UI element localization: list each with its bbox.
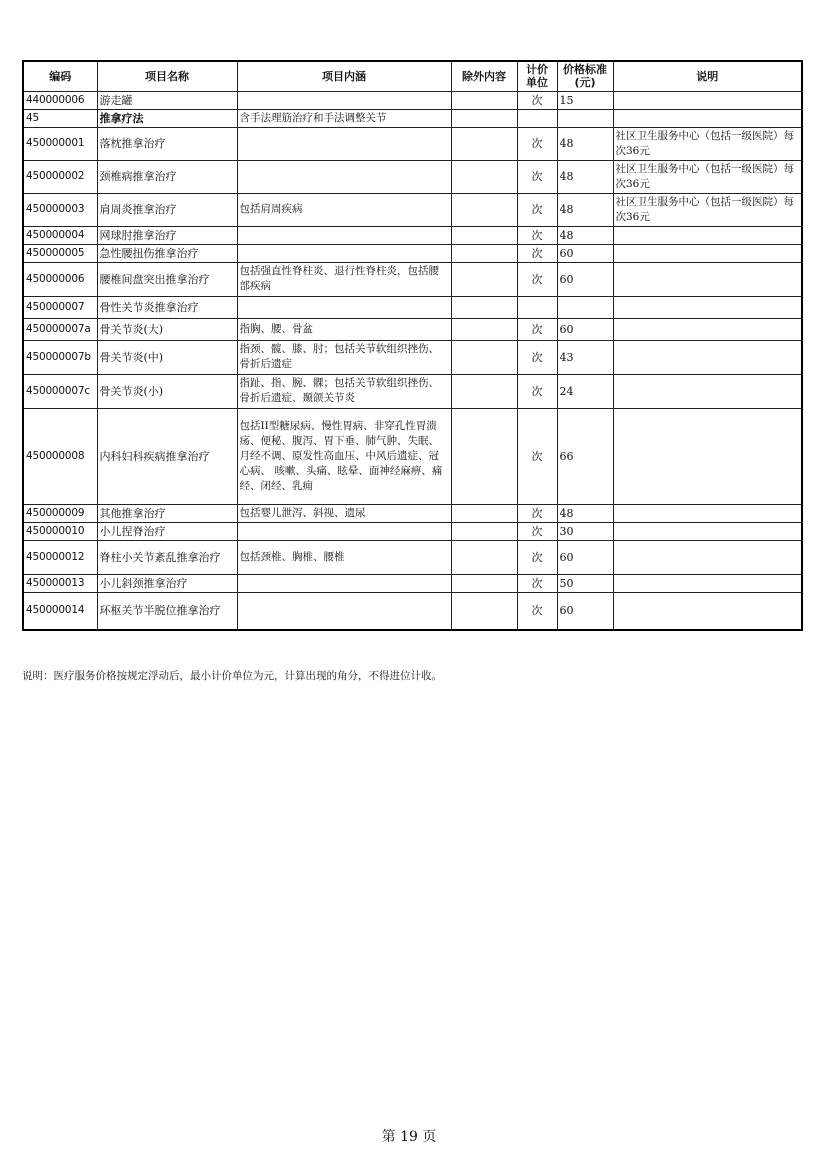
table-row: [23, 340, 802, 374]
cell-code: 440000006: [23, 91, 97, 109]
cell-content: 指趾、指、腕、髁；包括关节软组织挫伤、骨折后遗症、颞颌关节炎: [237, 374, 451, 408]
cell-excluded: [451, 91, 517, 109]
header-code: 编码: [23, 61, 97, 91]
cell-note: [613, 340, 802, 374]
cell-name: 腰椎间盘突出推拿治疗: [97, 262, 237, 296]
cell-content: [237, 226, 451, 244]
cell-code: 450000002: [23, 160, 97, 193]
cell-note: [613, 244, 802, 262]
cell-note: [613, 226, 802, 244]
cell-note: [613, 522, 802, 540]
cell-content: [237, 296, 451, 318]
cell-content: [237, 160, 451, 193]
cell-excluded: [451, 193, 517, 226]
cell-code: 450000010: [23, 522, 97, 540]
table-row: [23, 408, 802, 504]
cell-code: 450000001: [23, 127, 97, 160]
cell-name: 其他推拿治疗: [97, 504, 237, 522]
cell-code: 45: [23, 109, 97, 127]
cell-code: 450000007: [23, 296, 97, 318]
cell-price: 24: [557, 374, 613, 408]
cell-code: 450000007b: [23, 340, 97, 374]
cell-code: 450000003: [23, 193, 97, 226]
cell-note: 社区卫生服务中心（包括一级医院）每次36元: [613, 127, 802, 160]
cell-unit: 次: [517, 160, 557, 193]
cell-price: 48: [557, 160, 613, 193]
cell-content: [237, 244, 451, 262]
cell-content: [237, 127, 451, 160]
cell-excluded: [451, 244, 517, 262]
cell-note: [613, 592, 802, 630]
cell-unit: 次: [517, 522, 557, 540]
cell-unit: 次: [517, 193, 557, 226]
cell-content: [237, 592, 451, 630]
cell-excluded: [451, 127, 517, 160]
cell-unit: 次: [517, 244, 557, 262]
cell-content: 指胸、腰、骨盆: [237, 318, 451, 340]
cell-unit: 次: [517, 374, 557, 408]
cell-note: [613, 540, 802, 574]
cell-excluded: [451, 340, 517, 374]
cell-excluded: [451, 522, 517, 540]
cell-price: 48: [557, 226, 613, 244]
cell-price: 50: [557, 574, 613, 592]
cell-name: 骨关节炎(中): [97, 340, 237, 374]
cell-excluded: [451, 540, 517, 574]
table-row: [23, 226, 802, 244]
table-row: [23, 91, 802, 109]
cell-price: 43: [557, 340, 613, 374]
table-row: [23, 574, 802, 592]
cell-excluded: [451, 109, 517, 127]
cell-name: 落枕推拿治疗: [97, 127, 237, 160]
header-excluded: 除外内容: [451, 61, 517, 91]
table-body: [23, 91, 802, 630]
header-price: 价格标准 (元): [557, 61, 613, 91]
cell-unit: [517, 109, 557, 127]
cell-excluded: [451, 262, 517, 296]
table-row: [23, 540, 802, 574]
cell-unit: 次: [517, 540, 557, 574]
cell-content: 包括肩周疾病: [237, 193, 451, 226]
cell-unit: 次: [517, 574, 557, 592]
cell-name: 推拿疗法: [97, 109, 237, 127]
cell-name: 小儿捏脊治疗: [97, 522, 237, 540]
cell-excluded: [451, 226, 517, 244]
cell-note: [613, 296, 802, 318]
cell-excluded: [451, 160, 517, 193]
table-row: [23, 504, 802, 522]
cell-code: 450000014: [23, 592, 97, 630]
cell-code: 450000008: [23, 408, 97, 504]
table-row: [23, 374, 802, 408]
cell-excluded: [451, 504, 517, 522]
cell-code: 450000013: [23, 574, 97, 592]
cell-name: 网球肘推拿治疗: [97, 226, 237, 244]
cell-price: 48: [557, 127, 613, 160]
cell-unit: 次: [517, 127, 557, 160]
cell-name: 脊柱小关节紊乱推拿治疗: [97, 540, 237, 574]
cell-name: 内科妇科疾病推拿治疗: [97, 408, 237, 504]
cell-content: 包括强直性脊柱炎、退行性脊柱炎，包括腰部疾病: [237, 262, 451, 296]
table-header-row: [23, 61, 802, 91]
cell-unit: 次: [517, 226, 557, 244]
cell-code: 450000009: [23, 504, 97, 522]
cell-unit: 次: [517, 592, 557, 630]
cell-name: 游走罐: [97, 91, 237, 109]
cell-code: 450000005: [23, 244, 97, 262]
cell-content: 包括婴儿泄泻、斜视、遗尿: [237, 504, 451, 522]
cell-price: [557, 109, 613, 127]
cell-excluded: [451, 574, 517, 592]
cell-note: [613, 91, 802, 109]
cell-price: [557, 296, 613, 318]
cell-price: 60: [557, 540, 613, 574]
header-content: 项目内涵: [237, 61, 451, 91]
cell-excluded: [451, 374, 517, 408]
cell-note: [613, 504, 802, 522]
footnote: 说明：医疗服务价格按规定浮动后，最小计价单位为元，计算出现的角分，不得进位计收。: [22, 670, 442, 682]
table-row: [23, 127, 802, 160]
cell-note: [613, 109, 802, 127]
table-row: [23, 193, 802, 226]
cell-name: 骨关节炎(大): [97, 318, 237, 340]
cell-excluded: [451, 296, 517, 318]
price-table: [22, 60, 803, 631]
cell-unit: 次: [517, 340, 557, 374]
cell-price: 15: [557, 91, 613, 109]
table-row: [23, 109, 802, 127]
cell-content: [237, 574, 451, 592]
table-row: [23, 522, 802, 540]
cell-price: 60: [557, 592, 613, 630]
cell-excluded: [451, 318, 517, 340]
cell-name: 骨关节炎(小): [97, 374, 237, 408]
cell-note: [613, 574, 802, 592]
cell-price: 60: [557, 244, 613, 262]
table-row: [23, 296, 802, 318]
cell-note: 社区卫生服务中心（包括一级医院）每次36元: [613, 193, 802, 226]
cell-name: 肩周炎推拿治疗: [97, 193, 237, 226]
cell-code: 450000007a: [23, 318, 97, 340]
cell-price: 66: [557, 408, 613, 504]
cell-code: 450000006: [23, 262, 97, 296]
cell-content: 包括颈椎、胸椎、腰椎: [237, 540, 451, 574]
cell-price: 30: [557, 522, 613, 540]
cell-excluded: [451, 408, 517, 504]
cell-note: 社区卫生服务中心（包括一级医院）每次36元: [613, 160, 802, 193]
cell-code: 450000007c: [23, 374, 97, 408]
cell-unit: [517, 296, 557, 318]
cell-note: [613, 408, 802, 504]
cell-note: [613, 318, 802, 340]
cell-price: 60: [557, 262, 613, 296]
header-name: 项目名称: [97, 61, 237, 91]
cell-price: 48: [557, 193, 613, 226]
cell-unit: 次: [517, 262, 557, 296]
cell-code: 450000004: [23, 226, 97, 244]
table-row: [23, 160, 802, 193]
cell-note: [613, 262, 802, 296]
cell-name: 骨性关节炎推拿治疗: [97, 296, 237, 318]
cell-unit: 次: [517, 504, 557, 522]
cell-name: 颈椎病推拿治疗: [97, 160, 237, 193]
cell-price: 60: [557, 318, 613, 340]
cell-content: [237, 91, 451, 109]
cell-unit: 次: [517, 408, 557, 504]
cell-note: [613, 374, 802, 408]
table-row: [23, 244, 802, 262]
cell-price: 48: [557, 504, 613, 522]
cell-name: 环枢关节半脱位推拿治疗: [97, 592, 237, 630]
cell-name: 小儿斜颈推拿治疗: [97, 574, 237, 592]
page-number: 第 19 页: [381, 1129, 437, 1145]
cell-content: [237, 522, 451, 540]
cell-excluded: [451, 592, 517, 630]
cell-unit: 次: [517, 318, 557, 340]
table-row: [23, 592, 802, 630]
table-row: [23, 262, 802, 296]
cell-code: 450000012: [23, 540, 97, 574]
cell-name: 急性腰扭伤推拿治疗: [97, 244, 237, 262]
cell-unit: 次: [517, 91, 557, 109]
cell-content: 包括II型糖尿病、慢性胃病、非穿孔性胃溃疡、便秘、腹泻、胃下垂、肺气肿、失眠、月经不调、原发性高血压、中风后遗症、冠心病、 咳嗽、头痛、眩晕、面神经麻痹、痛经、闭经、乳痈: [237, 408, 451, 504]
table-row: [23, 318, 802, 340]
cell-content: 指颈、髋、膝、肘；包括关节软组织挫伤、骨折后遗症: [237, 340, 451, 374]
cell-content: 含手法理筋治疗和手法调整关节: [237, 109, 451, 127]
header-note: 说明: [613, 61, 802, 91]
header-unit: 计价 单位: [517, 61, 557, 91]
